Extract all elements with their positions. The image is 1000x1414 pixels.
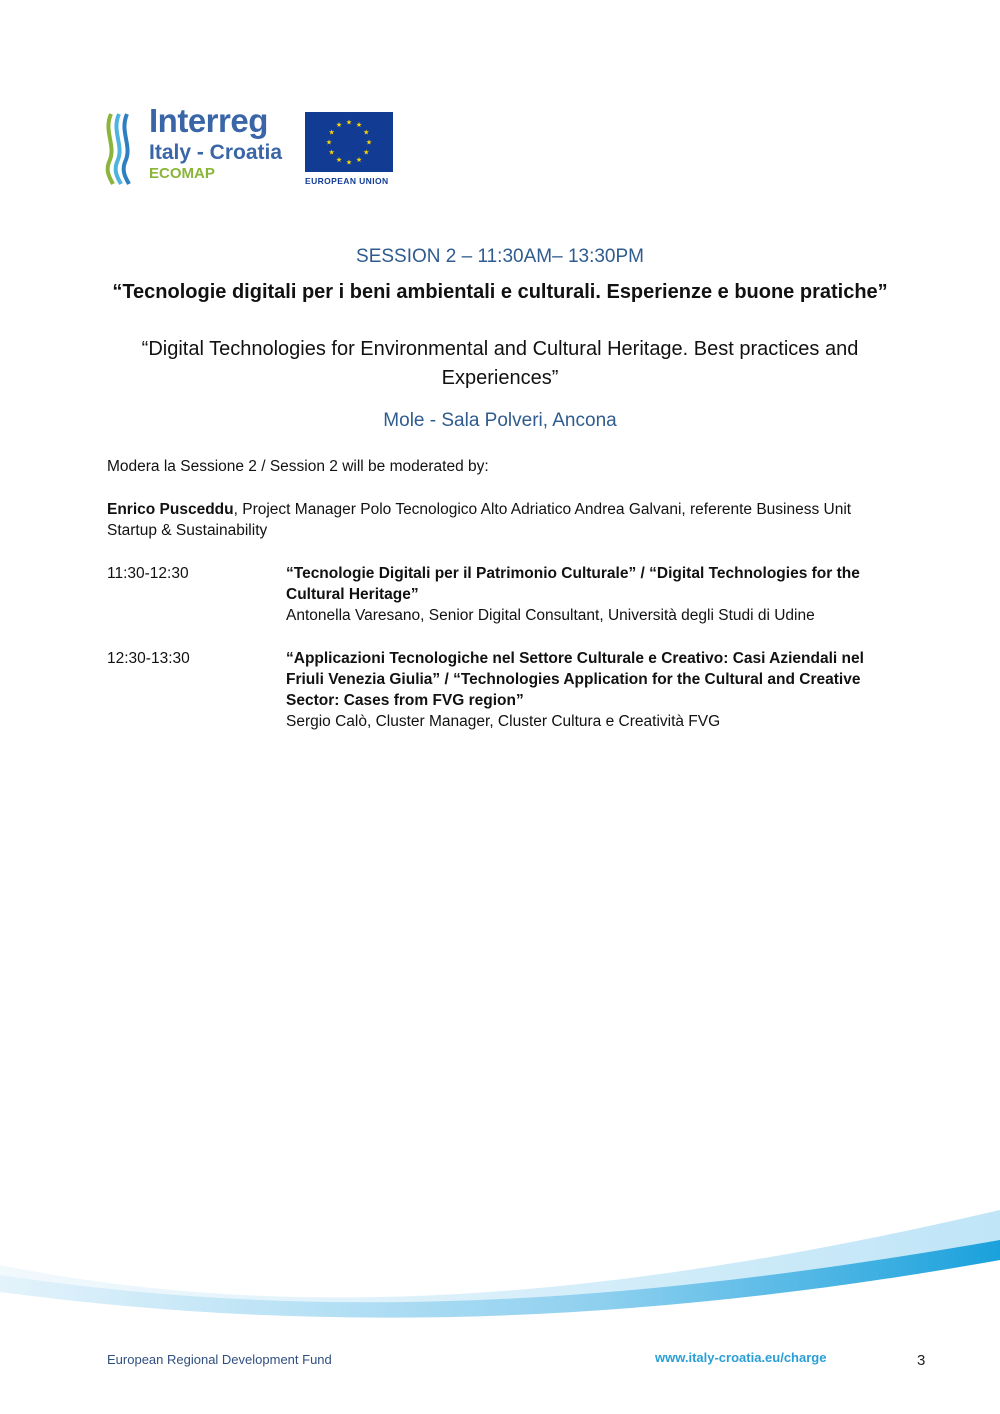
eu-star-icon: ★ bbox=[345, 158, 353, 167]
interreg-logo bbox=[105, 102, 405, 190]
wave-emblem-icon bbox=[105, 112, 135, 186]
session-venue: Mole - Sala Polveri, Ancona bbox=[383, 410, 617, 431]
eu-star-icon: ★ bbox=[345, 118, 353, 127]
moderation-intro: Modera la Sessione 2 / Session 2 will be moderated by: bbox=[107, 458, 489, 475]
footer-wave-decoration bbox=[0, 1200, 1000, 1350]
session-title-english: “Digital Technologies for Environmental and Cultural Heritage. Best practices and Experiences” bbox=[141, 338, 859, 389]
eu-star-icon: ★ bbox=[328, 128, 335, 137]
agenda-talk-title: “Applicazioni Tecnologiche nel Settore Culturale e Creativo: Casi Aziendali nel Friuli Venezia Giulia” / “Technologies Application for the Cultural and Creative Sector: Cases from FVG region” bbox=[286, 650, 864, 709]
eu-star-icon: ★ bbox=[363, 148, 370, 157]
eu-label: EUROPEAN UNION bbox=[305, 176, 389, 186]
agenda-time: 11:30-12:30 bbox=[107, 565, 189, 582]
agenda-speaker: Antonella Varesano, Senior Digital Consultant, Università degli Studi di Udine bbox=[286, 607, 815, 624]
eu-star-icon: ★ bbox=[355, 121, 363, 130]
eu-star-icon: ★ bbox=[335, 121, 343, 130]
eu-flag-icon bbox=[305, 112, 393, 172]
eu-star-icon: ★ bbox=[335, 155, 343, 164]
eu-star-icon: ★ bbox=[365, 138, 373, 147]
page-number: 3 bbox=[917, 1352, 926, 1369]
moderator-info bbox=[107, 499, 897, 541]
moderator-name: Enrico Pusceddu bbox=[107, 501, 234, 518]
footer-website-link[interactable]: www.italy-croatia.eu/charge bbox=[655, 1350, 827, 1365]
session-heading: SESSION 2 – 11:30AM– 13:30PM bbox=[356, 246, 644, 267]
eu-star-icon: ★ bbox=[363, 128, 370, 137]
agenda-detail bbox=[286, 563, 886, 626]
eu-star-icon: ★ bbox=[328, 148, 335, 157]
logo-project-name: ECOMAP bbox=[149, 165, 215, 182]
moderator-details: , Project Manager Polo Tecnologico Alto Adriatico Andrea Galvani, referente Business Unit Startup & Sustainability bbox=[107, 501, 852, 539]
logo-program-name: Interreg bbox=[149, 102, 268, 139]
footer-fund-label: European Regional Development Fund bbox=[107, 1352, 332, 1367]
logo-region-name: Italy - Croatia bbox=[149, 141, 283, 164]
eu-star-icon: ★ bbox=[325, 138, 333, 147]
session-title-italian: “Tecnologie digitali per i beni ambientali e culturali. Esperienze e buone pratiche” bbox=[112, 281, 888, 303]
agenda-detail bbox=[286, 648, 886, 732]
agenda-speaker: Sergio Calò, Cluster Manager, Cluster Cultura e Creatività FVG bbox=[286, 713, 721, 730]
agenda-talk-title: “Tecnologie Digitali per il Patrimonio Culturale” / “Digital Technologies for the Cultural Heritage” bbox=[286, 565, 860, 603]
eu-star-icon: ★ bbox=[355, 155, 363, 164]
agenda-time: 12:30-13:30 bbox=[107, 650, 190, 667]
